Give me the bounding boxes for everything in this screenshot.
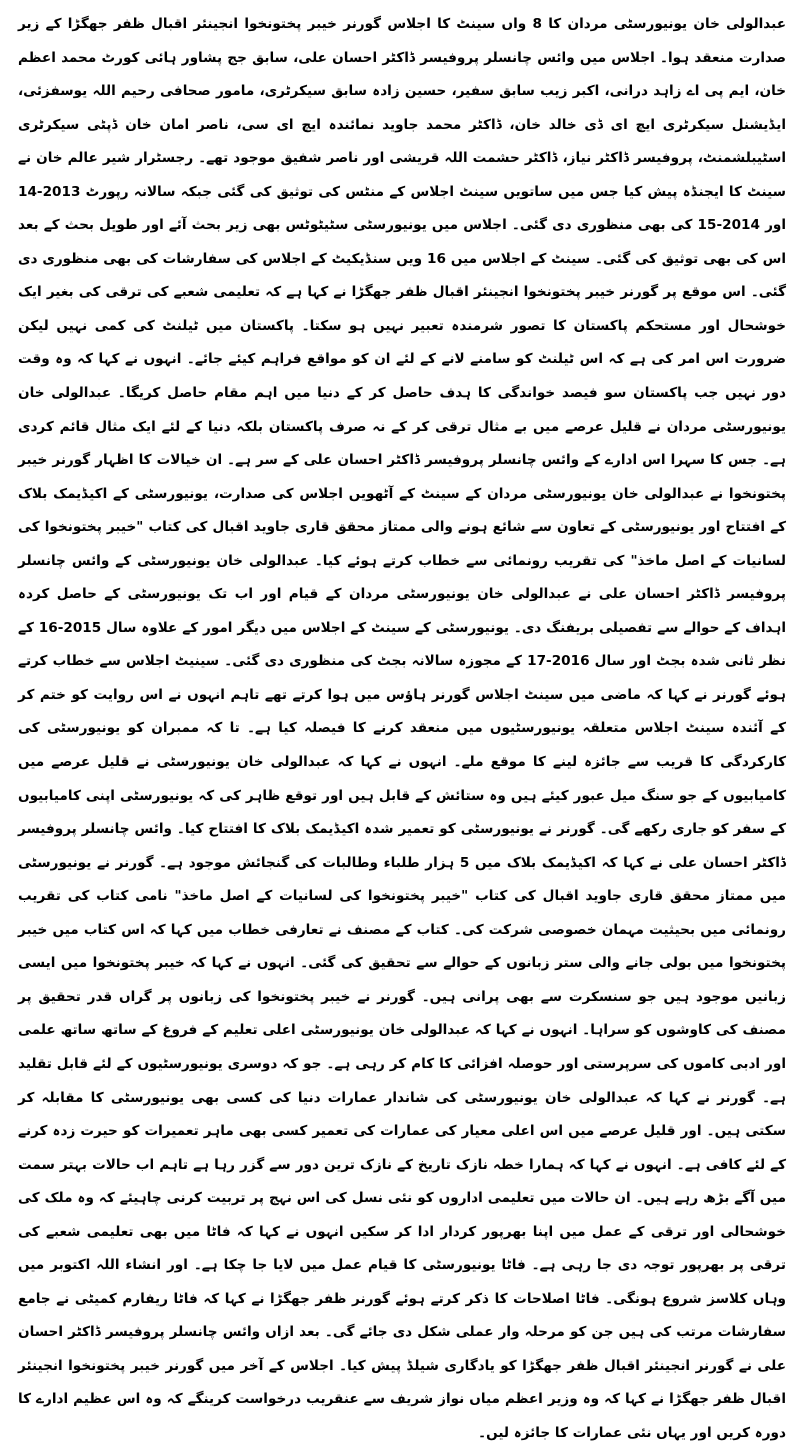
article-body (18, 8, 786, 1441)
article-paragraph: عبدالولی خان یونیورسٹی مردان کا 8 واں سینٹ کا اجلاس گورنر خیبر پختونخوا انجینئر اقبال ظفر جھگڑا کے زیر صدارت منعقد ہوا۔ اجلاس میں وائس چانسلر پروفیسر ڈاکٹر احسان علی، سابق جج پشاور ہائی کورٹ محمد اعظم خان، ایم پی اے زاہد درانی، اکبر زیب سابق سفیر، حسین زادہ سابق سیکرٹری، مامور صحافی رحیم اللہ یوسفزئی، ایڈیشنل سیکرٹری ایچ ای ڈی خالد خان، ڈاکٹر محمد جاوید نمائندہ ایچ ای سی، ناصر امان خان ڈپٹی سیکرٹری اسٹیبلشمنٹ، پروفیسر ڈاکٹر نیاز، ڈاکٹر حشمت اللہ قریشی اور ناصر شفیق موجود تھے۔ رجسٹرار شیر عالم خان نے سینٹ کا ایجنڈہ پیش کیا جس میں ساتویں سینٹ اجلاس کے منٹس کی توثیق کی گئی جبکہ سالانہ رپورٹ 2013-14 اور 2014-15 کی بھی منظوری دی گئی۔ اجلاس میں یونیورسٹی سٹیٹوٹس بھی زیر بحث آئے اور طویل بحث کے بعد اس کی بھی توثیق کی گئی۔ سینٹ کے اجلاس میں 16 ویں سنڈیکیٹ کے اجلاس کی سفارشات کی بھی منظوری دی گئی۔ اس موقع پر گورنر خیبر پختونخوا انجینئر اقبال ظفر جھگڑا نے کہا ہے کہ تعلیمی شعبے کی ترقی کی بغیر ایک خوشحال اور مستحکم پاکستان کا تصور شرمندہ تعبیر نہیں ہو سکتا۔ پاکستان میں ٹیلنٹ کی کمی نہیں لیکن ضرورت اس امر کی ہے کہ اس ٹیلنٹ کو سامنے لانے کے لئے ان کو مواقع فراہم کیئے جائے۔ انہوں نے کہا کہ وہ وقت دور نہیں جب پاکستان سو فیصد خواندگی کا ہدف حاصل کر کے دنیا میں اہم مقام حاصل کریگا۔ عبدالولی خان یونیورسٹی مردان نے قلیل عرصے میں بے مثال ترقی کر کے نہ صرف پاکستان بلکہ دنیا کے لئے ایک مثال قائم کردی ہے۔ جس کا سہرا اس ادارے کے وائس چانسلر پروفیسر ڈاکٹر احسان علی کے سر ہے۔ ان خیالات کا اظہار گورنر خیبر پختونخوا نے عبدالولی خان یونیورسٹی مردان کے سینٹ کے آٹھویں اجلاس کی صدارت، یونیورسٹی کے اکیڈیمک بلاک کے افتتاح اور یونیورسٹی کے تعاون سے شائع ہونے والی ممتاز محقق قاری جاوید اقبال کی کتاب "خیبر پختونخوا کی لسانیات کے اصل ماخذ" کی تقریب رونمائی سے خطاب کرتے ہوئے کیا۔ عبدالولی خان یونیورسٹی کے وائس چانسلر پروفیسر ڈاکٹر احسان علی نے عبدالولی خان یونیورسٹی مردان کے قیام اور اب تک یونیورسٹی کے حاصل کردہ اہداف کے حوالے سے تفصیلی بریفنگ دی۔ یونیورسٹی کے سینٹ کے اجلاس میں دیگر امور کے علاوہ سال 2015-16 کے نظر ثانی شدہ بجٹ اور سال 2016-17 کے مجوزہ سالانہ بجٹ کی منظوری دی گئی۔ سینیٹ اجلاس سے خطاب کرتے ہوئے گورنر نے کہا کہ ماضی میں سینٹ اجلاس گورنر ہاؤس میں ہوا کرتے تھے تاہم انہوں نے اس روایت کو ختم کر کے آئندہ سینٹ اجلاس متعلقہ یونیورسٹیوں میں منعقد کرنے کا فیصلہ کیا ہے۔ تا کہ ممبران کو یونیورسٹی کی کارکردگی کا قریب سے جائزہ لینے کا موقع ملے۔ انہوں نے کہا کہ عبدالولی خان یونیورسٹی نے قلیل عرصے میں کامیابیوں کے جو سنگ میل عبور کیئے ہیں وہ ستائش کے قابل ہیں اور توقع ظاہر کی کہ یونیورسٹی اپنی کامیابیوں کے سفر کو جاری رکھے گی۔ گورنر نے یونیورسٹی کو تعمیر شدہ اکیڈیمک بلاک کا افتتاح کیا۔ وائس چانسلر پروفیسر ڈاکٹر احسان علی نے کہا کہ اکیڈیمک بلاک میں 5 ہزار طلباء وطالبات کی گنجائش موجود ہے۔ گورنر نے یونیورسٹی میں ممتاز محقق قاری جاوید اقبال کی کتاب "خیبر پختونخوا کی لسانیات کے اصل ماخذ" نامی کتاب کی تقریب رونمائی میں بحیثیت مہمان خصوصی شرکت کی۔ کتاب کے مصنف نے تعارفی خطاب میں کہا کہ اس کتاب میں خیبر پختونخوا میں بولی جانے والی ستر زبانوں کے حوالے سے تحقیق کی گئی۔ انہوں نے کہا کہ خیبر پختونخوا میں ایسی زبانیں موجود ہیں جو سنسکرت سے بھی پرانی ہیں۔ گورنر نے خیبر پختونخوا کی زبانوں پر گراں قدر تحقیق پر مصنف کی کاوشوں کو سراہا۔ انہوں نے کہا کہ عبدالولی خان یونیورسٹی اعلی تعلیم کے فروغ کے ساتھ ساتھ علمی اور ادبی کاموں کی سرپرستی اور حوصلہ افزائی کا کام کر رہی ہے۔ جو کہ دوسری یونیورسٹیوں کے لئے قابل تقلید ہے۔ گورنر نے کہا کہ عبدالولی خان یونیورسٹی کی شاندار عمارات دنیا کی کسی بھی یونیورسٹی کا مقابلہ کر سکتی ہیں۔ اور قلیل عرصے میں اس اعلی معیار کی عمارات کی تعمیر کسی بھی ماہر تعمیرات کو حیرت زدہ کرنے کے لئے کافی ہے۔ انہوں نے کہا کہ ہمارا خطہ نازک تاریخ کے نازک ترین دور سے گزر رہا ہے تاہم اب حالات بہتر سمت میں آگے بڑھ رہے ہیں۔ ان حالات میں تعلیمی اداروں کو نئی نسل کی اس نہج پر تربیت کرنی چاہیئے کہ وہ ملک کی خوشحالی اور ترقی کے عمل میں اپنا بھرپور کردار ادا کر سکیں انہوں نے کہا کہ فاٹا میں بھی تعلیمی شعبے کی ترقی پر بھرپور توجہ دی جا رہی ہے۔ فاٹا یونیورسٹی کا قیام عمل میں لایا جا چکا ہے۔ اور انشاء اللہ اکتوبر میں وہاں کلاسز شروع ہونگی۔ فاٹا اصلاحات کا ذکر کرتے ہوئے گورنر ظفر جھگڑا نے کہا کہ فاٹا ریفارم کمیٹی نے جامع سفارشات مرتب کی ہیں جن کو مرحلہ وار عملی شکل دی جائے گی۔ بعد ازاں وائس چانسلر پروفیسر ڈاکٹر احسان علی نے گورنر انجینئر اقبال ظفر جھگڑا کو یادگاری شیلڈ پیش کیا۔ اجلاس کے آخر میں گورنر خیبر پختونخوا انجینئر اقبال ظفر جھگڑا نے کہا کہ وہ وزیر اعظم میاں نواز شریف سے عنقریب درخواست کرینگے کہ وہ اس عظیم ادارے کا دورہ کریں اور یہاں نئی عمارات کا جائزہ لیں۔ (18, 16, 786, 1441)
